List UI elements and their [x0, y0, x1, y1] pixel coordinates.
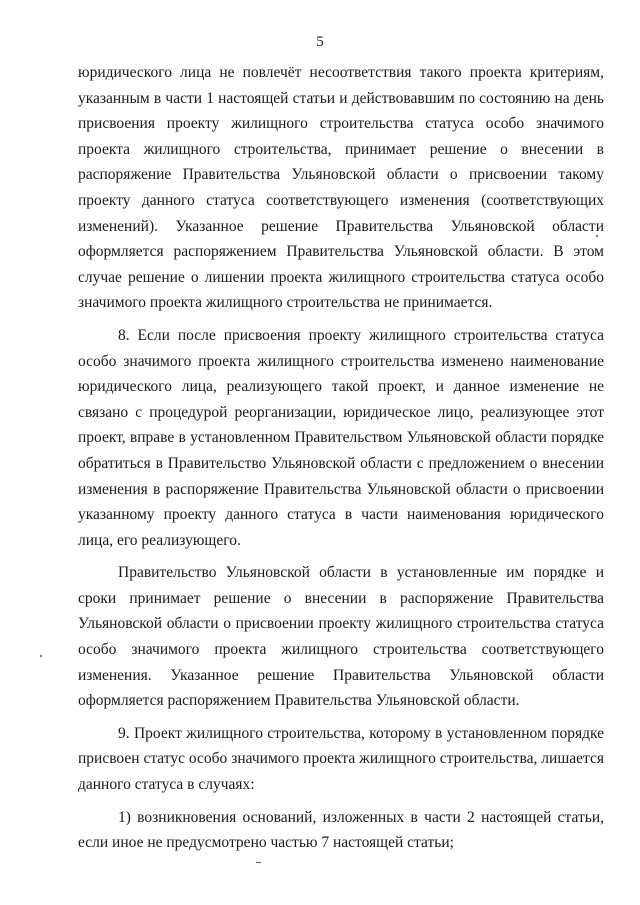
paragraph-item-8: 8. Если после присвоения проекту жилищного строительства статуса особо значимого проекта жилищного строительства изменено наименование юридического лица, реализующего такой проект, и данное изменение не связано с процедурой реорганизации, юридическое лицо, реализующее этот проект, вправе в установленном Правительством Ульяновской области порядке обратиться в Правительство Ульяновской области с предложением о внесении изменения в распоряжение Правительства Ульяновской области о присвоении указанному проекту данного статуса в части наименования юридического лица, его реализующего. [78, 326, 604, 549]
paragraph-continuation: юридического лица не повлечёт несоответствия такого проекта критериям, указанным в части 1 настоящей статьи и действовавшим по состоянию на день присвоения проекту жилищного строительства статуса особо значимого проекта жилищного строительства, принимает решение о внесении в распоряжение Правительства Ульяновской области о присвоении такому проекту данного статуса соответствующего изменения (соответствующих изменений). Указанное решение Правительства Ульяновской области оформляется распоряжением Правительства Ульяновской области. В этом случае решение о лишении проекта жилищного строительства статуса особо значимого проекта жилищного строительства не принимается. [78, 64, 604, 312]
scan-speck-mark [40, 655, 42, 657]
document-body [78, 60, 604, 856]
scan-speck-mark [256, 862, 261, 863]
paragraph-government-decision: Правительство Ульяновской области в установленные им порядке и сроки принимает решение о внесении в распоряжение Правительства Ульяновской области о присвоении проекту жилищного строительства статуса особо значимого проекта жилищного строительства соответствующего изменения. Указанное решение Правительства Ульяновской области оформляется распоряжением Правительства Ульяновской области. [78, 564, 604, 710]
paragraph-subitem-1: 1) возникновения оснований, изложенных в части 2 настоящей статьи, если иное не предусмотрено частью 7 настоящей статьи; [78, 808, 604, 852]
page-number: 5 [316, 34, 324, 50]
paragraph-item-9: 9. Проект жилищного строительства, которому в установленном порядке присвоен статус особо значимого проекта жилищного строительства, лишается данного статуса в случаях: [78, 724, 604, 794]
scan-speck-mark [596, 235, 598, 237]
